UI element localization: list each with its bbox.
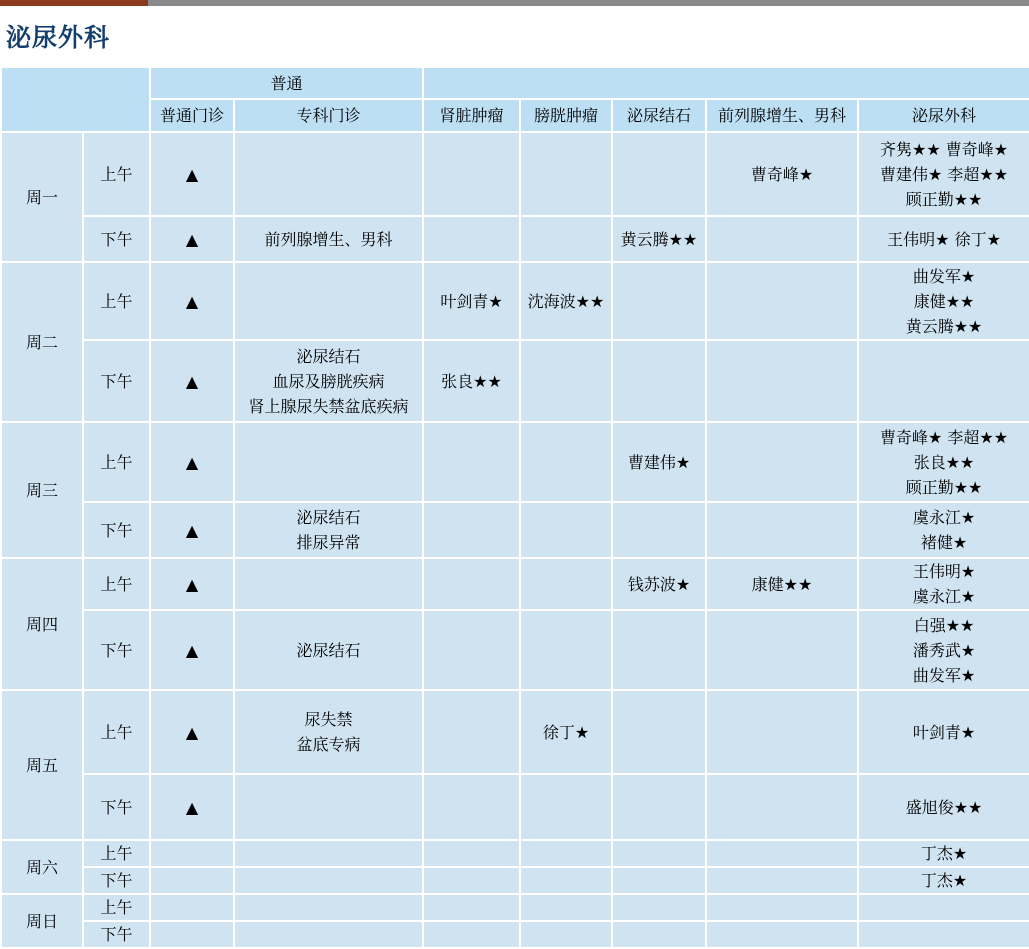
- cell-line: 康健★★: [913, 291, 975, 311]
- cell-line: 曹建伟★ 李超★★: [879, 164, 1009, 184]
- urinary-stone-cell: [612, 262, 706, 340]
- prostate-cell: [706, 422, 858, 502]
- kidney-tumor-cell: [423, 921, 520, 948]
- specialty-cell: [234, 340, 423, 422]
- kidney-tumor-cell: [423, 690, 520, 774]
- urology-cell: [858, 840, 1029, 867]
- period-cell: 下午: [83, 921, 150, 948]
- kidney-tumor-cell: [423, 610, 520, 690]
- header-specialty-clinic: 专科门诊: [234, 99, 423, 132]
- urinary-stone-cell: [612, 774, 706, 840]
- period-cell: 下午: [83, 867, 150, 894]
- general-clinic-marker: ▲: [150, 132, 234, 216]
- header-group-specialist: [423, 67, 1029, 99]
- specialty-cell: [234, 262, 423, 340]
- table-row: [1, 690, 1029, 774]
- day-cell: 周二: [1, 262, 83, 422]
- cell-line: 叶剑青★: [440, 291, 503, 311]
- top-bar-accent: [0, 0, 148, 6]
- kidney-tumor-cell: [423, 262, 520, 340]
- general-clinic-marker: ▲: [150, 340, 234, 422]
- schedule-table: [0, 66, 1029, 949]
- bladder-tumor-cell: [520, 840, 612, 867]
- cell-line: 曹建伟★: [627, 452, 691, 472]
- cell-line: 盆底专病: [296, 735, 361, 754]
- specialty-cell: [234, 558, 423, 610]
- schedule-body: [1, 132, 1029, 948]
- cell-line: 泌尿结石: [296, 508, 361, 527]
- prostate-cell: [706, 216, 858, 262]
- bladder-tumor-cell: [520, 502, 612, 558]
- general-clinic-marker: [150, 840, 234, 867]
- general-clinic-marker: ▲: [150, 422, 234, 502]
- cell-line: 泌尿结石: [296, 346, 361, 366]
- period-cell: 下午: [83, 610, 150, 690]
- prostate-cell: [706, 774, 858, 840]
- cell-line: 潘秀武★: [912, 640, 976, 660]
- cell-line: 褚健★: [920, 533, 968, 552]
- urinary-stone-cell: [612, 867, 706, 894]
- urinary-stone-cell: [612, 502, 706, 558]
- general-clinic-marker: ▲: [150, 774, 234, 840]
- bladder-tumor-cell: [520, 558, 612, 610]
- bladder-tumor-cell: [520, 894, 612, 921]
- urology-cell: [858, 216, 1029, 262]
- prostate-cell: [706, 502, 858, 558]
- urology-cell: [858, 422, 1029, 502]
- header-general-clinic: 普通门诊: [150, 99, 234, 132]
- urinary-stone-cell: [612, 422, 706, 502]
- urinary-stone-cell: [612, 921, 706, 948]
- kidney-tumor-cell: [423, 867, 520, 894]
- period-cell: 下午: [83, 340, 150, 422]
- kidney-tumor-cell: [423, 894, 520, 921]
- kidney-tumor-cell: [423, 422, 520, 502]
- table-row: [1, 894, 1029, 921]
- urinary-stone-cell: [612, 132, 706, 216]
- bladder-tumor-cell: [520, 262, 612, 340]
- urinary-stone-cell: [612, 840, 706, 867]
- period-cell: 下午: [83, 774, 150, 840]
- header-kidney-tumor: 肾脏肿瘤: [423, 99, 520, 132]
- cell-line: 徐丁★: [542, 722, 590, 742]
- specialty-cell: [234, 610, 423, 690]
- prostate-cell: [706, 894, 858, 921]
- period-cell: 上午: [83, 132, 150, 216]
- general-clinic-marker: ▲: [150, 558, 234, 610]
- cell-line: 肾上腺尿失禁盆底疾病: [248, 396, 409, 416]
- cell-line: 排尿异常: [296, 533, 361, 552]
- cell-line: 虞永江★: [912, 587, 976, 606]
- general-clinic-marker: ▲: [150, 216, 234, 262]
- cell-line: 血尿及膀胱疾病: [272, 371, 385, 391]
- bladder-tumor-cell: [520, 216, 612, 262]
- bladder-tumor-cell: [520, 774, 612, 840]
- cell-line: 张良★★: [441, 371, 502, 391]
- day-cell: 周六: [1, 840, 83, 894]
- cell-line: 顾正勤★★: [905, 477, 983, 497]
- urology-cell: [858, 610, 1029, 690]
- table-row: [1, 340, 1029, 422]
- period-cell: 上午: [83, 558, 150, 610]
- cell-line: 王伟明★ 徐丁★: [887, 229, 1001, 249]
- header-urinary-stone: 泌尿结石: [612, 99, 706, 132]
- prostate-cell: [706, 340, 858, 422]
- specialty-cell: [234, 840, 423, 867]
- bladder-tumor-cell: [520, 690, 612, 774]
- table-row: [1, 921, 1029, 948]
- prostate-cell: [706, 840, 858, 867]
- table-row: [1, 558, 1029, 610]
- cell-line: 尿失禁: [304, 710, 353, 729]
- top-bar: [0, 0, 1029, 6]
- cell-line: 曲发军★: [912, 266, 976, 286]
- general-clinic-marker: [150, 867, 234, 894]
- specialty-cell: [234, 921, 423, 948]
- cell-line: 王伟明★: [912, 562, 976, 581]
- prostate-cell: [706, 921, 858, 948]
- cell-line: 张良★★: [913, 452, 975, 472]
- table-row: [1, 840, 1029, 867]
- day-cell: 周四: [1, 558, 83, 690]
- kidney-tumor-cell: [423, 558, 520, 610]
- period-cell: 下午: [83, 216, 150, 262]
- urinary-stone-cell: [612, 340, 706, 422]
- urology-cell: [858, 262, 1029, 340]
- cell-line: 曹奇峰★ 李超★★: [879, 427, 1009, 447]
- cell-line: 叶剑青★: [912, 722, 976, 742]
- prostate-cell: [706, 610, 858, 690]
- prostate-cell: [706, 558, 858, 610]
- urology-cell: [858, 558, 1029, 610]
- urinary-stone-cell: [612, 690, 706, 774]
- cell-line: 钱苏波★: [627, 574, 691, 594]
- cell-line: 齐隽★★ 曹奇峰★: [879, 139, 1009, 159]
- bladder-tumor-cell: [520, 422, 612, 502]
- cell-line: 虞永江★: [912, 508, 976, 527]
- urinary-stone-cell: [612, 216, 706, 262]
- day-cell: 周日: [1, 894, 83, 948]
- prostate-cell: [706, 132, 858, 216]
- period-cell: 上午: [83, 262, 150, 340]
- general-clinic-marker: ▲: [150, 502, 234, 558]
- table-row: [1, 502, 1029, 558]
- general-clinic-marker: ▲: [150, 610, 234, 690]
- urology-cell: [858, 921, 1029, 948]
- specialty-cell: [234, 894, 423, 921]
- kidney-tumor-cell: [423, 216, 520, 262]
- table-row: [1, 216, 1029, 262]
- cell-line: 丁杰★: [920, 844, 968, 863]
- specialty-cell: [234, 216, 423, 262]
- prostate-cell: [706, 262, 858, 340]
- header-corner: [1, 67, 150, 132]
- cell-line: 前列腺增生、男科: [264, 229, 393, 249]
- specialty-cell: [234, 422, 423, 502]
- specialty-cell: [234, 690, 423, 774]
- urinary-stone-cell: [612, 610, 706, 690]
- period-cell: 上午: [83, 422, 150, 502]
- bladder-tumor-cell: [520, 921, 612, 948]
- urinary-stone-cell: [612, 894, 706, 921]
- kidney-tumor-cell: [423, 774, 520, 840]
- kidney-tumor-cell: [423, 502, 520, 558]
- urology-cell: [858, 132, 1029, 216]
- cell-line: 曹奇峰★: [750, 164, 814, 184]
- prostate-cell: [706, 690, 858, 774]
- general-clinic-marker: ▲: [150, 690, 234, 774]
- period-cell: 上午: [83, 840, 150, 867]
- page-title: 泌尿外科: [6, 23, 111, 52]
- general-clinic-marker: [150, 894, 234, 921]
- period-cell: 上午: [83, 894, 150, 921]
- period-cell: 上午: [83, 690, 150, 774]
- period-cell: 下午: [83, 502, 150, 558]
- urology-cell: [858, 894, 1029, 921]
- cell-line: 泌尿结石: [296, 640, 361, 660]
- table-row: [1, 867, 1029, 894]
- kidney-tumor-cell: [423, 132, 520, 216]
- cell-line: 顾正勤★★: [905, 189, 983, 209]
- bladder-tumor-cell: [520, 610, 612, 690]
- cell-line: 盛旭俊★★: [905, 797, 983, 817]
- cell-line: 康健★★: [751, 574, 813, 594]
- header-prostate-andrology: 前列腺增生、男科: [706, 99, 858, 132]
- cell-line: 黄云腾★★: [620, 229, 698, 249]
- urinary-stone-cell: [612, 558, 706, 610]
- cell-line: 白强★★: [913, 615, 975, 635]
- day-cell: 周五: [1, 690, 83, 840]
- urology-cell: [858, 690, 1029, 774]
- kidney-tumor-cell: [423, 840, 520, 867]
- header-group-putong: 普通: [150, 67, 423, 99]
- bladder-tumor-cell: [520, 132, 612, 216]
- table-row: [1, 422, 1029, 502]
- table-row: [1, 132, 1029, 216]
- cell-line: 黄云腾★★: [905, 316, 983, 336]
- cell-line: 沈海波★★: [527, 291, 605, 311]
- specialty-cell: [234, 867, 423, 894]
- day-cell: 周三: [1, 422, 83, 558]
- urology-cell: [858, 774, 1029, 840]
- bladder-tumor-cell: [520, 340, 612, 422]
- specialty-cell: [234, 774, 423, 840]
- day-cell: 周一: [1, 132, 83, 262]
- prostate-cell: [706, 867, 858, 894]
- table-row: [1, 774, 1029, 840]
- kidney-tumor-cell: [423, 340, 520, 422]
- header-bladder-tumor: 膀胱肿瘤: [520, 99, 612, 132]
- cell-line: 曲发军★: [912, 665, 976, 685]
- specialty-cell: [234, 502, 423, 558]
- specialty-cell: [234, 132, 423, 216]
- general-clinic-marker: [150, 921, 234, 948]
- table-row: [1, 262, 1029, 340]
- urology-cell: [858, 867, 1029, 894]
- table-row: [1, 610, 1029, 690]
- header-urology: 泌尿外科: [858, 99, 1029, 132]
- bladder-tumor-cell: [520, 867, 612, 894]
- urology-cell: [858, 502, 1029, 558]
- cell-line: 丁杰★: [920, 871, 968, 890]
- urology-cell: [858, 340, 1029, 422]
- general-clinic-marker: ▲: [150, 262, 234, 340]
